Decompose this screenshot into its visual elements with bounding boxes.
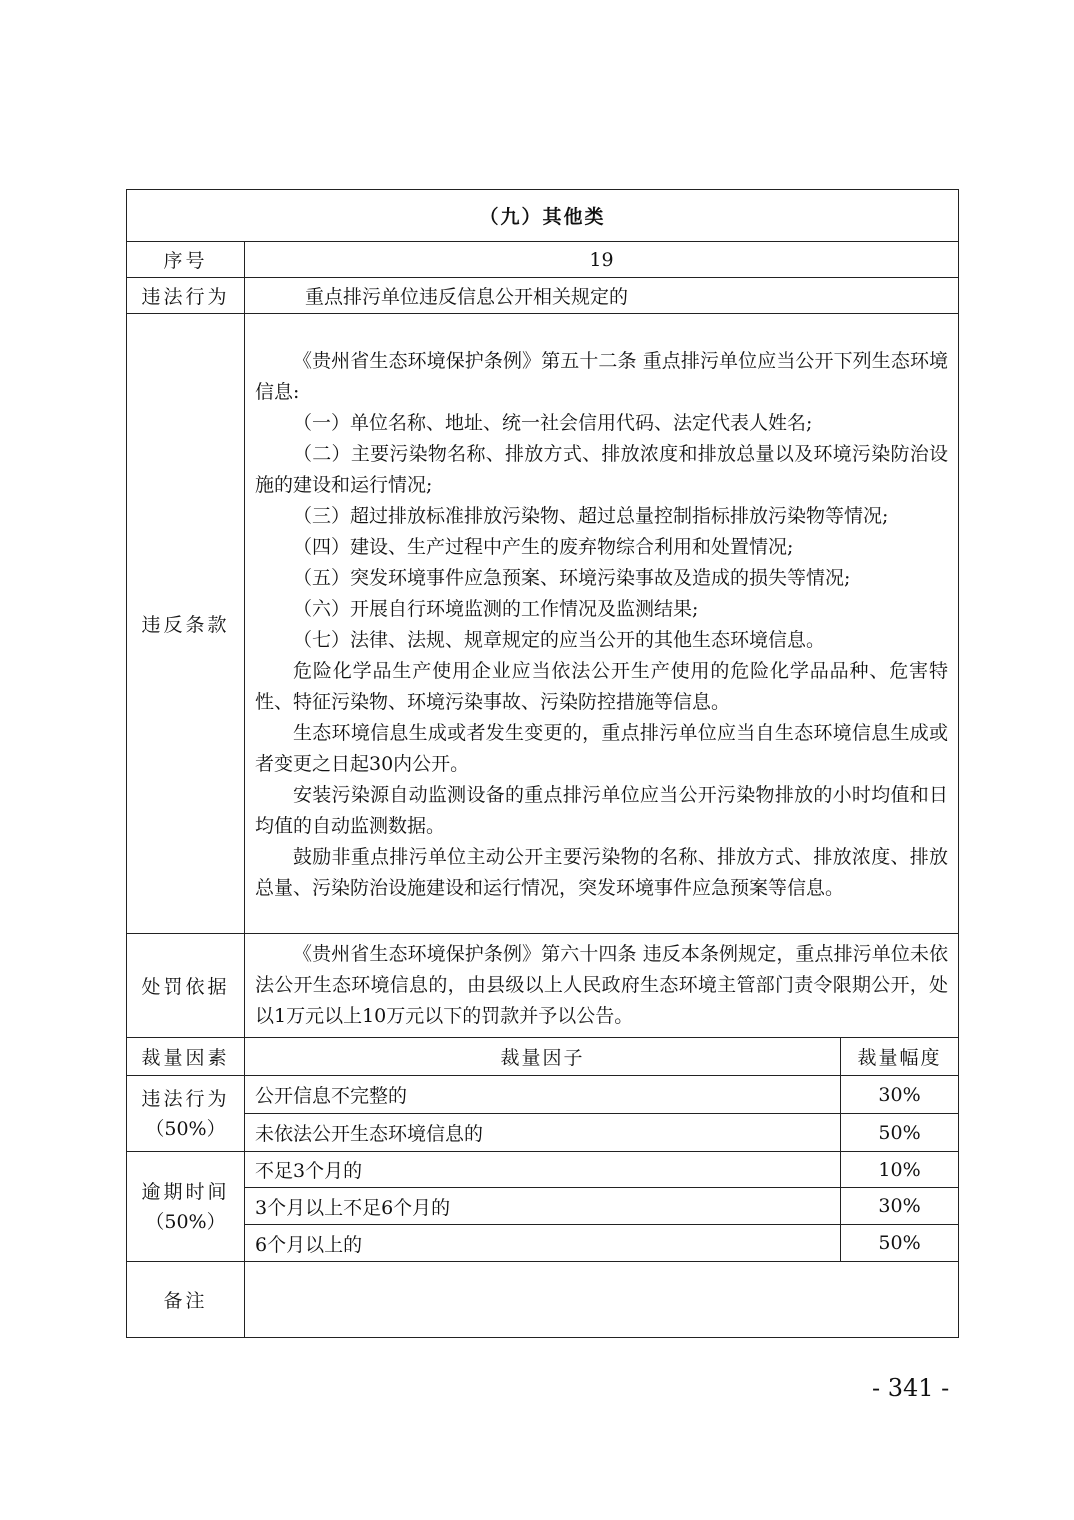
factor-item: 公开信息不完整的 (245, 1076, 841, 1114)
clause-paragraph: 鼓励非重点排污单位主动公开主要污染物的名称、排放方式、排放浓度、排放总量、污染防治设施建设和运行情况，突发环境事件应急预案等信息。 (255, 845, 949, 899)
clause-paragraph: 生态环境信息生成或者发生变更的，重点排污单位应当自生态环境信息生成或者变更之日起30内公开。 (255, 721, 949, 775)
clause-item: （七）法律、法规、规章规定的应当公开的其他生态环境信息。 (293, 628, 826, 651)
factor-group-name: 违法行为 (141, 1087, 230, 1110)
violation-value: 重点排污单位违反信息公开相关规定的 (245, 278, 959, 314)
penalty-label: 处罚依据 (127, 934, 245, 1038)
page-number: - 341 - (872, 1374, 950, 1402)
clause-content (245, 314, 959, 934)
penalty-text: 《贵州省生态环境保护条例》第六十四条 违反本条例规定，重点排污单位未依法公开生态环境信息的，由县级以上人民政府生态环境主管部门责令限期公开，处以1万元以上10万元以下的罚款并予以公告。 (255, 943, 949, 1027)
clause-paragraph: 危险化学品生产使用企业应当依法公开生产使用的危险化学品品种、危害特性、特征污染物、环境污染事故、污染防控措施等信息。 (255, 659, 949, 713)
factor-item: 6个月以上的 (245, 1225, 841, 1262)
seq-label: 序号 (127, 242, 245, 278)
factor-item: 不足3个月的 (245, 1152, 841, 1188)
clause-item: （一）单位名称、地址、统一社会信用代码、法定代表人姓名; (293, 411, 813, 434)
factor-group-weight: （50%） (145, 1117, 226, 1140)
factor-range: 30% (841, 1188, 959, 1225)
factor-range: 30% (841, 1076, 959, 1114)
factor-header-col1: 裁量因素 (127, 1038, 245, 1076)
factor-header-col2: 裁量因子 (245, 1038, 841, 1076)
penalty-discretion-table (126, 189, 959, 1338)
clause-paragraph: 《贵州省生态环境保护条例》第五十二条 重点排污单位应当公开下列生态环境信息: (255, 349, 949, 403)
remarks-value (245, 1262, 959, 1338)
clause-item: （五）突发环境事件应急预案、环境污染事故及造成的损失等情况; (293, 566, 851, 589)
violation-label: 违法行为 (127, 278, 245, 314)
remarks-label: 备注 (127, 1262, 245, 1338)
factor-range: 50% (841, 1225, 959, 1262)
clause-item: （三）超过排放标准排放污染物、超过总量控制指标排放污染物等情况; (293, 504, 889, 527)
clause-label: 违反条款 (127, 314, 245, 934)
factor-range: 50% (841, 1114, 959, 1152)
factor-header-col3: 裁量幅度 (841, 1038, 959, 1076)
factor-item: 未依法公开生态环境信息的 (245, 1114, 841, 1152)
clause-item: （六）开展自行环境监测的工作情况及监测结果; (293, 597, 699, 620)
factor-range: 10% (841, 1152, 959, 1188)
factor-group-weight: （50%） (145, 1210, 226, 1233)
factor-group-label (127, 1152, 245, 1262)
clause-paragraph: 安装污染源自动监测设备的重点排污单位应当公开污染物排放的小时均值和日均值的自动监测数据。 (255, 783, 949, 837)
clause-item: （四）建设、生产过程中产生的废弃物综合利用和处置情况; (293, 535, 794, 558)
seq-value: 19 (245, 242, 959, 278)
penalty-basis (245, 934, 959, 1038)
factor-group-name: 逾期时间 (141, 1180, 230, 1203)
clause-item: （二）主要污染物名称、排放方式、排放浓度和排放总量以及环境污染防治设施的建设和运行情况; (255, 442, 949, 496)
factor-group-label (127, 1076, 245, 1152)
factor-item: 3个月以上不足6个月的 (245, 1188, 841, 1225)
table-title: （九）其他类 (127, 190, 959, 242)
